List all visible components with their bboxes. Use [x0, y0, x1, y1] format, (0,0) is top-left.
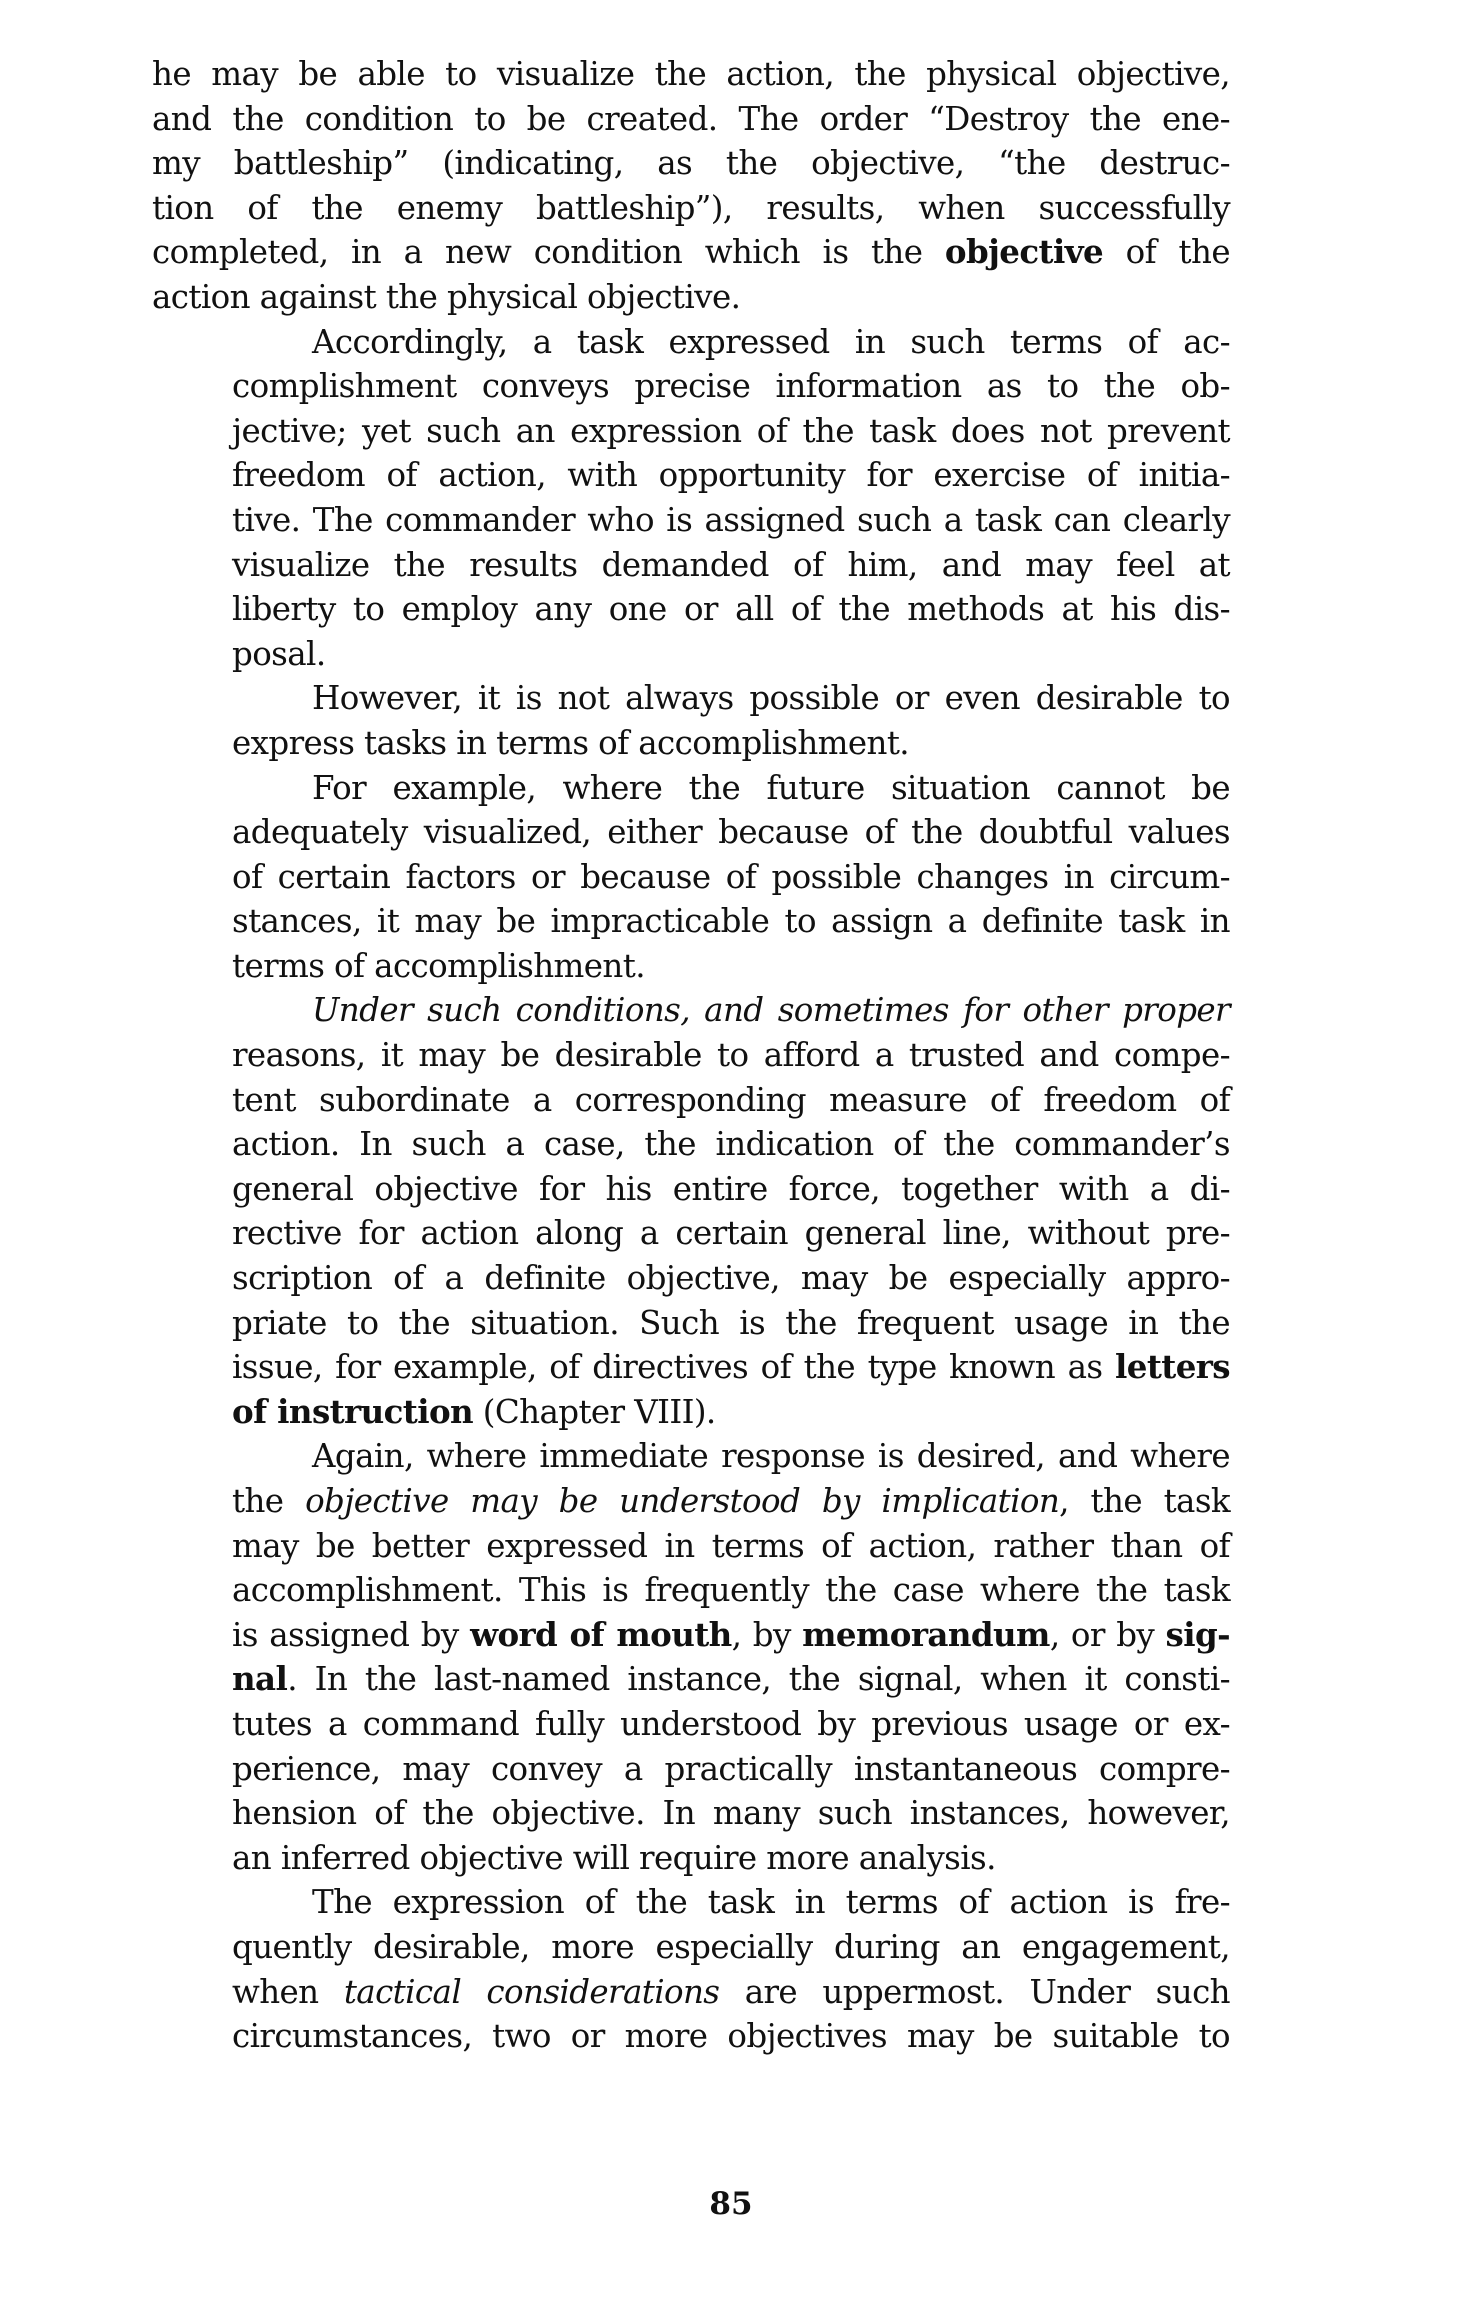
- text-run: Accordingly, a task expressed in such terms of ac-: [312, 322, 1230, 361]
- text-line: [152, 1390, 1230, 1435]
- text-run: stances, it may be impracticable to assign a definite task in: [232, 902, 1230, 941]
- text-run: action. In such a case, the indication of the commander’s: [232, 1125, 1230, 1164]
- text-run: he may be able to visualize the action, the physical objective,: [152, 55, 1230, 93]
- text-line: [152, 1301, 1230, 1346]
- bold-term: sig-: [1165, 1614, 1230, 1654]
- text-run: when: [232, 1972, 344, 2011]
- text-run: rective for action along a certain general line, without pre-: [232, 1214, 1230, 1253]
- text-line: [152, 1747, 1230, 1792]
- text-run: accomplishment. This is frequently the case where the task: [232, 1571, 1230, 1610]
- text-line: [152, 1434, 1230, 1479]
- text-run: complishment conveys precise information as to the ob-: [232, 367, 1230, 406]
- text-run: perience, may convey a practically instantaneous compre-: [232, 1749, 1230, 1788]
- text-line: [152, 1033, 1230, 1078]
- text-run: the: [232, 1482, 306, 1520]
- text-run: . In the last-named instance, the signal, when it consti-: [287, 1660, 1230, 1699]
- text-run: tion of the enemy battleship”), results, when successfully: [152, 188, 1230, 227]
- text-run: scription of a definite objective, may be especially appro-: [232, 1259, 1230, 1298]
- paragraph: [152, 676, 1230, 765]
- text-line: [152, 766, 1230, 811]
- text-run: , the task: [1059, 1482, 1231, 1520]
- text-line: [152, 1256, 1230, 1301]
- text-line: [152, 141, 1230, 186]
- text-line: [152, 944, 1230, 989]
- text-run: is assigned by: [232, 1615, 471, 1654]
- text-run: Again, where immediate response is desired, and where: [312, 1437, 1230, 1476]
- text-line: [152, 810, 1230, 855]
- text-run: However, it is not always possible or even desirable to: [312, 679, 1230, 718]
- text-run: may be better expressed in terms of action, rather than of: [232, 1526, 1230, 1565]
- text-line: [152, 1167, 1230, 1212]
- text-run: general objective for his entire force, together with a di-: [232, 1169, 1230, 1208]
- paragraph: [152, 766, 1230, 989]
- bold-term: memorandum: [802, 1614, 1050, 1654]
- text-line: [152, 1479, 1230, 1524]
- bold-term: letters: [1115, 1347, 1230, 1387]
- text-line: [152, 587, 1230, 632]
- text-run: of the: [1103, 233, 1230, 272]
- text-run: tive. The commander who is assigned such a task can clearly: [232, 500, 1230, 539]
- text-line: [152, 1836, 1230, 1881]
- text-run: quently desirable, more especially during an engagement,: [232, 1927, 1230, 1966]
- text-run: action against the physical objective.: [152, 277, 741, 316]
- paragraph: [152, 320, 1230, 677]
- text-line: [152, 676, 1230, 721]
- text-line: [152, 230, 1230, 275]
- text-run: hension of the objective. In many such instances, however,: [232, 1794, 1230, 1833]
- text-line: [152, 899, 1230, 944]
- text-line: [152, 52, 1230, 97]
- text-run: priate to the situation. Such is the frequent usage in the: [232, 1303, 1230, 1342]
- paragraph: [152, 988, 1230, 1434]
- text-line: [152, 186, 1230, 231]
- text-run: freedom of action, with opportunity for exercise of initia-: [232, 456, 1230, 495]
- text-run: tutes a command fully understood by previous usage or ex-: [232, 1704, 1230, 1743]
- text-run: issue, for example, of directives of the type known as: [232, 1348, 1116, 1387]
- text-run: are uppermost. Under such: [719, 1972, 1231, 2011]
- text-run: posal.: [232, 634, 326, 673]
- text-line: [152, 632, 1230, 677]
- text-line: [152, 1791, 1230, 1836]
- text-line: [152, 2014, 1230, 2059]
- text-run: circumstances, two or more objectives may be suitable to: [232, 2017, 1230, 2056]
- text-run: jective; yet such an expression of the task does not prevent: [232, 411, 1230, 450]
- text-line: [152, 1613, 1230, 1658]
- page-number: 85: [709, 2186, 753, 2222]
- paragraph: [152, 1880, 1230, 2058]
- text-run: visualize the results demanded of him, and may feel at: [232, 545, 1230, 584]
- text-line: [152, 409, 1230, 454]
- text-run: express tasks in terms of accomplishment.: [232, 723, 910, 762]
- text-run: , by: [731, 1615, 803, 1654]
- text-line: [152, 1657, 1230, 1702]
- text-run: , or by: [1049, 1615, 1166, 1654]
- text-run: of certain factors or because of possible changes in circum-: [232, 857, 1230, 896]
- text-run: terms of accomplishment.: [232, 946, 645, 985]
- text-line: [152, 275, 1230, 320]
- bold-term: nal: [232, 1659, 288, 1699]
- text-line: [152, 1122, 1230, 1167]
- text-line: [152, 453, 1230, 498]
- text-line: [152, 97, 1230, 142]
- text-line: [152, 1702, 1230, 1747]
- text-run: The expression of the task in terms of action is fre-: [312, 1883, 1230, 1922]
- text-run: my battleship” (indicating, as the objective, “the destruc-: [152, 144, 1230, 183]
- paragraph: [152, 52, 1230, 320]
- text-line: [152, 855, 1230, 900]
- bold-term: word of mouth: [470, 1614, 732, 1654]
- text-line: [152, 1524, 1230, 1569]
- italic-phrase: Under such conditions, and sometimes for other proper: [312, 991, 1230, 1030]
- text-run: (Chapter VIII).: [473, 1392, 716, 1431]
- text-line: [152, 1925, 1230, 1970]
- text-run: liberty to employ any one or all of the methods at his dis-: [232, 590, 1230, 629]
- text-line: [152, 721, 1230, 766]
- text-line: [152, 364, 1230, 409]
- text-line: [152, 320, 1230, 365]
- text-line: [152, 1345, 1230, 1390]
- page-body: [152, 52, 1230, 2059]
- bold-term: objective: [944, 232, 1104, 272]
- text-run: reasons, it may be desirable to afford a trusted and compe-: [232, 1036, 1230, 1075]
- text-line: [152, 1880, 1230, 1925]
- text-line: [152, 1078, 1230, 1123]
- text-run: completed, in a new condition which is the: [152, 233, 945, 272]
- text-line: [152, 1211, 1230, 1256]
- text-line: [152, 988, 1230, 1033]
- text-line: [152, 1970, 1230, 2015]
- text-line: [152, 1568, 1230, 1613]
- text-line: [152, 498, 1230, 543]
- bold-term: of instruction: [232, 1391, 474, 1431]
- paragraph: [152, 1434, 1230, 1880]
- italic-phrase: objective may be understood by implication: [305, 1482, 1060, 1520]
- text-run: tent subordinate a corresponding measure of freedom of: [232, 1080, 1230, 1119]
- text-run: an inferred objective will require more analysis.: [232, 1838, 996, 1877]
- italic-phrase: tactical considerations: [343, 1972, 720, 2011]
- text-run: and the condition to be created. The order “Destroy the ene-: [152, 99, 1230, 138]
- text-run: adequately visualized, either because of the doubtful values: [232, 813, 1230, 852]
- text-line: [152, 543, 1230, 588]
- text-run: For example, where the future situation cannot be: [312, 768, 1230, 807]
